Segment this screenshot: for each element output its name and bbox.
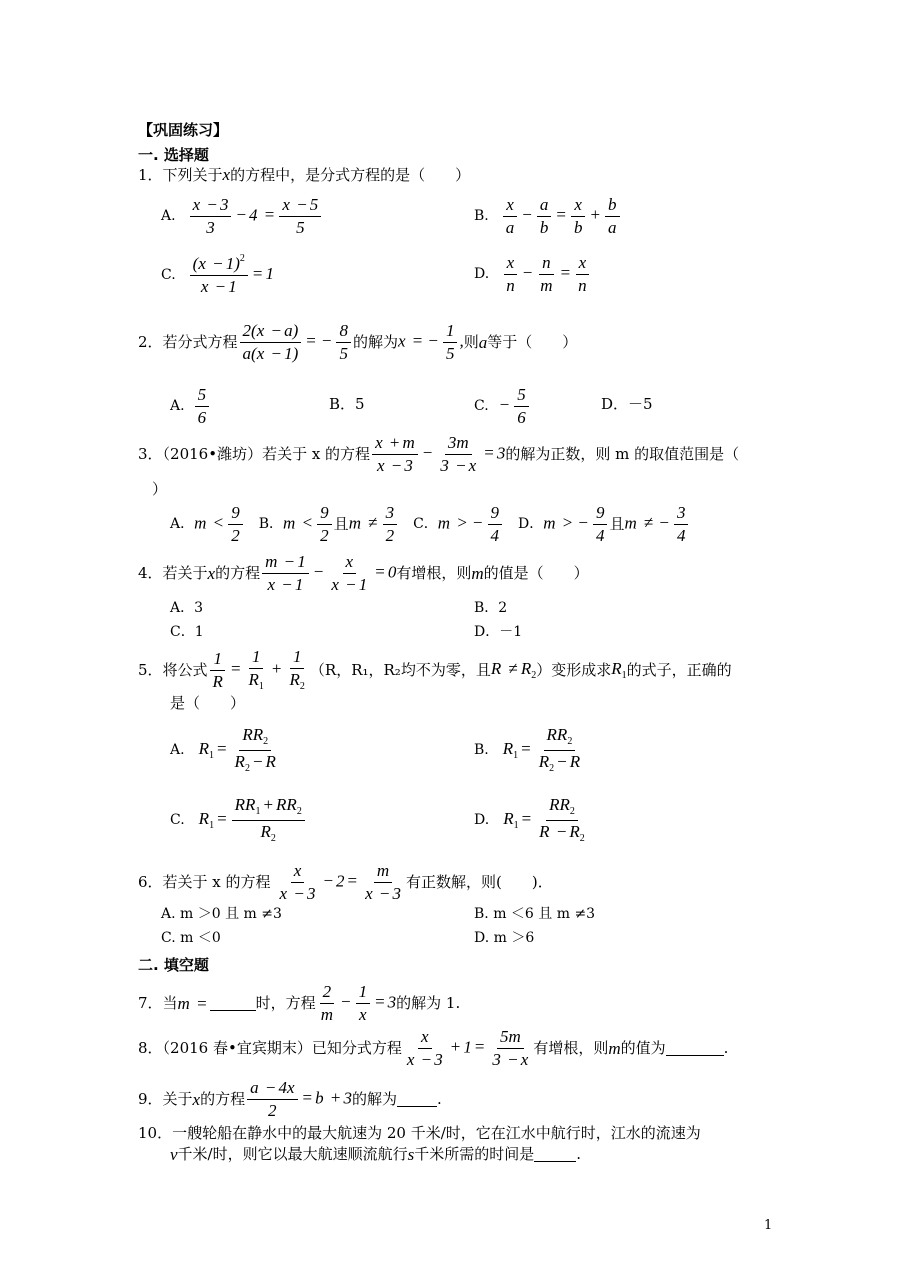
question-7-stem: 7．当 m = 时，方程 $\frac{2}{m}$ − $\frac{1}{x}$ = 3 的解为 1.: [138, 982, 461, 1024]
q2-option-d: D．－5: [601, 395, 653, 413]
q2-option-a: A. $\frac{5}{6}$: [170, 386, 211, 427]
section-fill-title: 二. 填空题: [138, 956, 209, 974]
question-4-stem: 4．若关于 x 的方程 $\frac{m - 1}{x - 1}$ − $\frac{x}{x - 1}$ = 0 有增根，则 m 的值是（ ）: [138, 552, 589, 594]
q8-answer-blank[interactable]: [666, 1041, 724, 1056]
q2-option-b: B．5: [329, 395, 365, 413]
question-3-stem: 3．（2016•潍坊）若关于 x 的方程 $\frac{x + m}{x - 3}$ − $\frac{3m}{3 - x}$ = 3 的解为正数，则 m 的取值范围是（: [138, 433, 740, 475]
question-1-stem: 1．下列关于x的方程中，是分式方程的是（ ）: [138, 165, 471, 184]
q4-option-d: D．－1: [474, 624, 523, 640]
q2-option-c: C. − $\frac{5}{6}$: [474, 386, 531, 427]
question-8-stem: 8．（2016 春•宜宾期末）已知分式方程 $\frac{x}{x - 3}$ + 1 = $\frac{5m}{3 - x}$ 有增根，则 m 的值为 .: [138, 1027, 729, 1069]
question-2-stem: 2．若分式方程 $\frac{2(x - a)}{a(x - 1)}$ = − $\frac{8}{5}$ 的解为 x = − $\frac{1}{5}$ , 则 a 等于（ ）: [138, 321, 578, 363]
q1-option-c: C. $\frac{(x - 1)^2}{x - 1}$ = 1: [161, 253, 274, 296]
q7-answer-blank[interactable]: [210, 996, 256, 1011]
question-10-line1: 10．一艘轮船在静水中的最大航速为 20 千米/时，它在江水中航行时，江水的流速为: [138, 1124, 701, 1142]
question-10-line2: v 千米/时，则它以最大航速顺流航行 s 千米所需的时间是 .: [170, 1145, 582, 1164]
q4-option-a: A．3: [170, 600, 204, 616]
q1-option-a: A. $\frac{x - 3}{3}$ − 4 = $\frac{x - 5}{5}$: [161, 196, 323, 237]
section-choice-title: 一. 选择题: [138, 146, 209, 164]
q3-options: A． m < $\frac{9}{2}$ B． m < $\frac{9}{2}$ 且 m ≠ $\frac{3}{2}$ C． m > − $\frac{9}{4}$ D． m > − $\frac{9}{4}$ 且 m ≠ − $\frac{3}{4}$: [170, 504, 690, 545]
q9-answer-blank[interactable]: [397, 1092, 437, 1107]
q6-option-b: B. m ＜6 且 m ≠3: [474, 906, 596, 922]
q4-option-b: B．2: [474, 600, 508, 616]
q10-answer-blank[interactable]: [534, 1147, 576, 1162]
q1-option-d: D. $\frac{x}{n}$ − $\frac{n}{m}$ = $\frac{x}{n}$: [474, 254, 592, 295]
q1-option-b: B. $\frac{x}{a}$ − $\frac{a}{b}$ = $\frac{x}{b}$ + $\frac{b}{a}$: [474, 196, 622, 237]
q6-option-c: C. m ＜0: [161, 930, 221, 946]
question-5-line2: 是（ ）: [170, 694, 246, 712]
question-6-stem: 6．若关于 x 的方程 $\frac{x}{x - 3}$ − 2 = $\frac{m}{x - 3}$ 有正数解，则( )．: [138, 861, 553, 903]
page-number: 1: [764, 1218, 773, 1233]
question-9-stem: 9．关于 x 的方程 $\frac{a - 4x}{2}$ = b + 3 的解为 .: [138, 1078, 442, 1120]
q6-option-a: A. m ＞0 且 m ≠3: [161, 906, 282, 922]
q5-option-b: B. $R_1$ = $\frac{RR_2}{R_2 - R}$: [474, 725, 581, 774]
q4-option-c: C．1: [170, 624, 204, 640]
q5-option-d: D. $R_1$ = $\frac{RR_2}{R - R_2}$: [474, 795, 585, 844]
q5-option-c: C. $R_1$ = $\frac{RR_1 + RR_2}{R_2}$: [170, 796, 307, 844]
q5-option-a: A. $R_1$ = $\frac{RR_2}{R_2 - R}$: [170, 725, 276, 774]
q6-option-d: D. m ＞6: [474, 930, 535, 946]
exercise-header: 【巩固练习】: [138, 121, 229, 139]
question-5-stem: 5．将公式 $\frac{1}{R}$ = $\frac{1}{R_1}$ + $\frac{1}{R_2}$ （R，R₁，R₂均不为零，且 $R \ne R_2$ ）变形成求 $R_1$ 的式子，正确的: [138, 647, 732, 692]
question-3-close: ）: [152, 480, 168, 498]
